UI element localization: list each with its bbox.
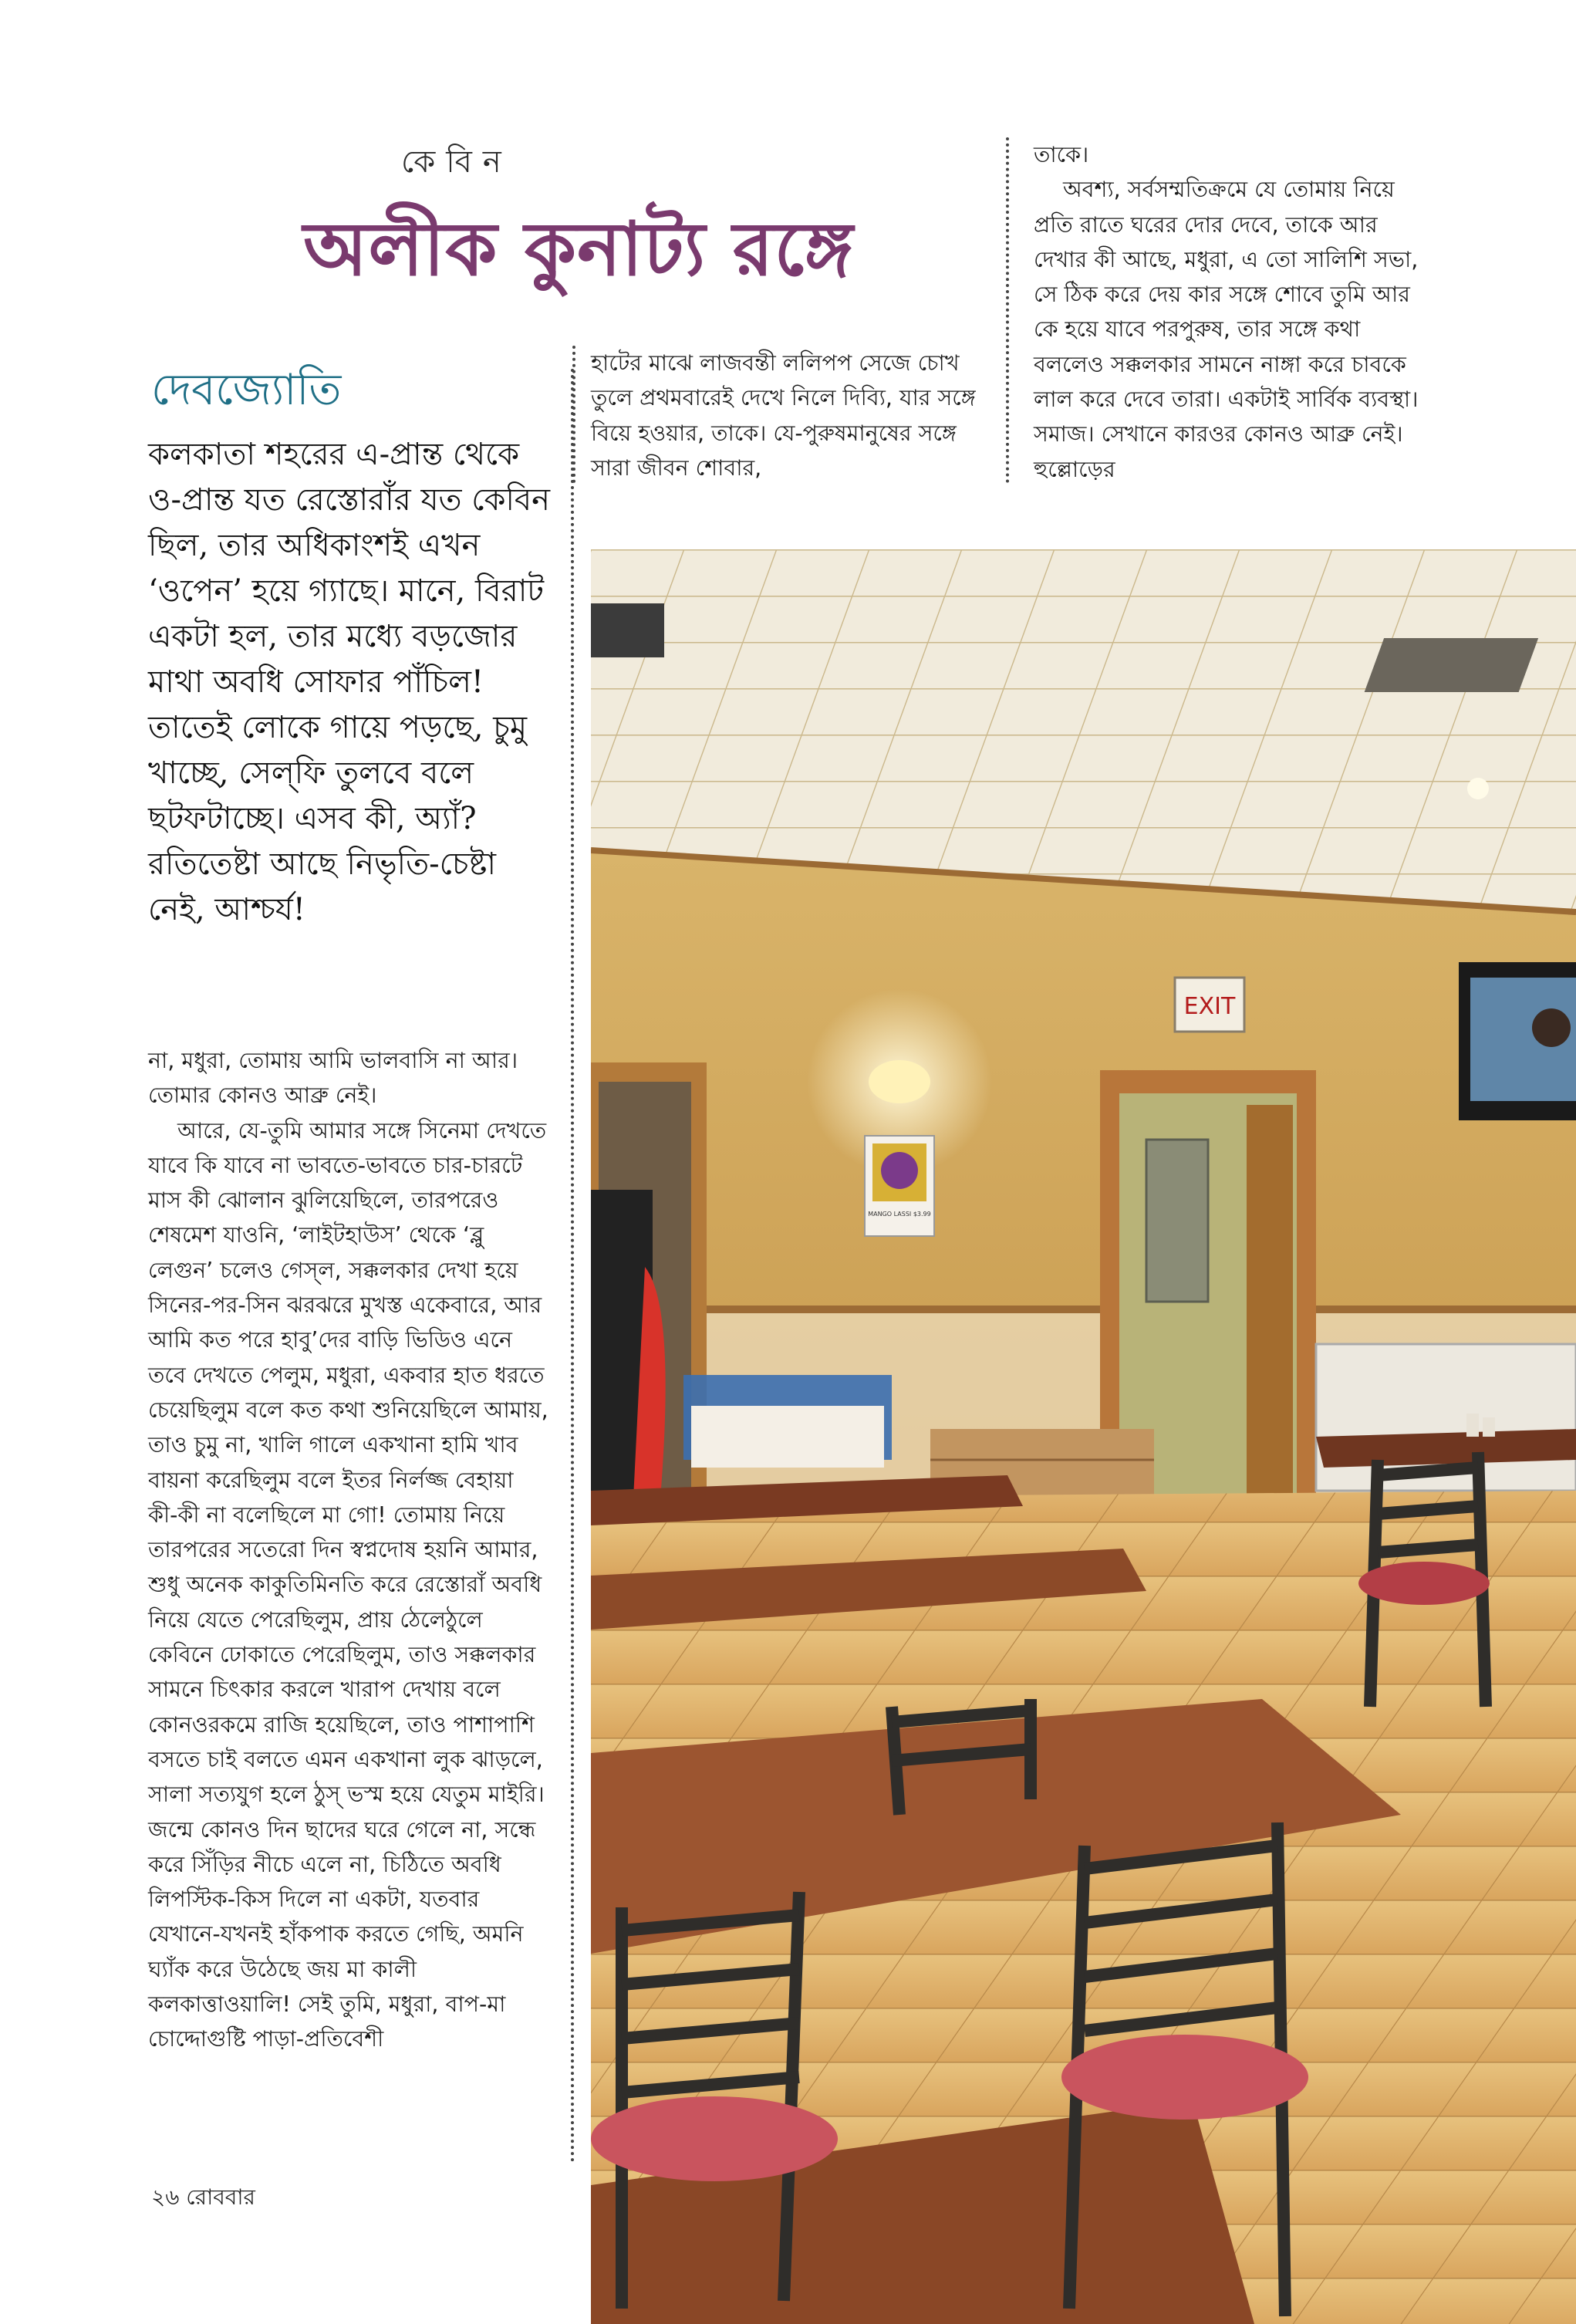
vent-icon <box>591 603 664 657</box>
intro-text: কলকাতা শহরের এ-প্রান্ত থেকে ও-প্রান্ত যত রেস্তোরাঁর যত কেবিন ছিল, তার অধিকাংশই এখন ‘ওপেন’ হয়ে গ্যাছে। মানে, বিরাট একটা হল, তার মধ্যে বড়জোর মাথা অবধি সোফার পাঁচিল! তাতেই লোকে গায়ে পড়ছে, চুমু খাচ্ছে, সেল্‌ফি তুলবে বলে ছটফটাচ্ছে। এসব কী, অ্যাঁ? রতিতেষ্টা আছে নিভৃতি-চেষ্টা নেই, আশ্চর্য! <box>148 437 551 927</box>
poster-caption: MANGO LASSI $3.99 <box>868 1211 931 1218</box>
article-column-right <box>1034 137 1435 487</box>
article-column-middle <box>591 346 992 485</box>
page-folio: ২৬ রোববার <box>151 2184 255 2210</box>
paragraph: না, মধুরা, তোমায় আমি ভালবাসি না আর। তোমার কোনও আব্রু নেই। <box>148 1048 518 1109</box>
section-label: কেবিন <box>401 144 512 180</box>
restaurant-interior-illustration <box>591 549 1576 2324</box>
column-divider <box>1006 137 1009 483</box>
exit-sign-text: EXIT <box>1183 993 1236 1020</box>
intro-standfirst <box>148 432 557 933</box>
paragraph: তাকে। <box>1034 142 1089 167</box>
paragraph: হাটের মাঝে লাজবন্তী ললিপপ সেজে চোখ তুলে প্রথমবারেই দেখে নিলে দিব্যি, যার সঙ্গে বিয়ে হওয়ার, তাকে। যে-পুরুষমানুষের সঙ্গে সারা জীবন শোবার, <box>591 350 976 481</box>
column-divider <box>571 369 574 2164</box>
paragraph: আরে, যে-তুমি আমার সঙ্গে সিনেমা দেখতে যাবে কি যাবে না ভাবতে-ভাবতে চার-চারটে মাস কী ঝোলান ঝুলিয়েছিলে, তারপরেও শেষমেশ যাওনি, ‘লাইটহাউস’ থেকে ‘ব্লু লেগুন’ চলেও গেস্‌ল, সক্কলকার দেখা হয়ে সিনের-পর-সিন ঝরঝরে মুখস্ত একেবারে, আর আমি কত পরে হাবু’দের বাড়ি ভিডিও এনে তবে দেখতে পেলুম, মধুরা, একবার হাত ধরতে চেয়েছিলুম বলে কত কথা শুনিয়েছিলে আমায়, তাও চুমু না, খালি গালে একখানা হামি খাব বায়না করেছিলুম বলে ইতর নির্লজ্জ বেহায়া কী-কী না বলেছিলে মা গো! তোমায় নিয়ে তারপরের সতেরো দিন স্বপ্নদোষ হয়নি আমার, শুধু অনেক কাকুতিমিনতি করে রেস্তোরাঁ অবধি নিয়ে যেতে পেরেছিলুম, প্রায় ঠেলেঠুলে কেবিনে ঢোকাতে পেরেছিলুম, তাও সক্কলকার সামনে চিৎকার করলে খারাপ দেখায় বলে কোনওরকমে রাজি হয়েছিলে, তাও পাশাপাশি বসতে চাই বলতে এমন একখানা লুক ঝাড়লে, সালা সত্যযুগ হলে ঠুস্‌ ভস্ম হয়ে যেতুম মাইরি। জন্মে কোনও দিন ছাদের ঘরে গেলে না, সন্ধে করে সিঁড়ির নীচে এলে না, চিঠিতে অবধি লিপস্টিক-কিস দিলে না একটা, যতবার যেখানে-যখনই হাঁকপাক করতে গেছি, অমনি ঘ্যাঁক করে উঠেছে জয় মা কালী কলকাত্তাওয়ালি! সেই তুমি, মধুরা, বাপ-মা চোদ্দোগুষ্টি পাড়া-প্রতিবেশী <box>148 1117 548 2052</box>
headline: অলীক কুনাট্য রঙ্গে <box>303 205 854 292</box>
author-name: দেবজ্যোতি <box>151 365 342 415</box>
article-column-left <box>148 1043 549 2057</box>
column-divider <box>572 346 575 483</box>
paragraph: অবশ্য, সর্বসম্মতিক্রমে যে তোমায় নিয়ে প্রতি রাতে ঘরের দোর দেবে, তাকে আর দেখার কী আছে, মধুরা, এ তো সালিশি সভা, সে ঠিক করে দেয় কার সঙ্গে শোবে তুমি আর কে হয়ে যাবে পরপুরুষ, তার সঙ্গে কথা বললেও সক্কলকার সামনে নাঙ্গা করে চাবকে লাল করে দেবে তারা। একটাই সার্বিক ব্যবস্থা। সমাজ। সেখানে কারওর কোনও আব্রু নেই। হুল্লোড়ের <box>1034 177 1419 482</box>
restaurant-photo <box>591 549 1576 2324</box>
